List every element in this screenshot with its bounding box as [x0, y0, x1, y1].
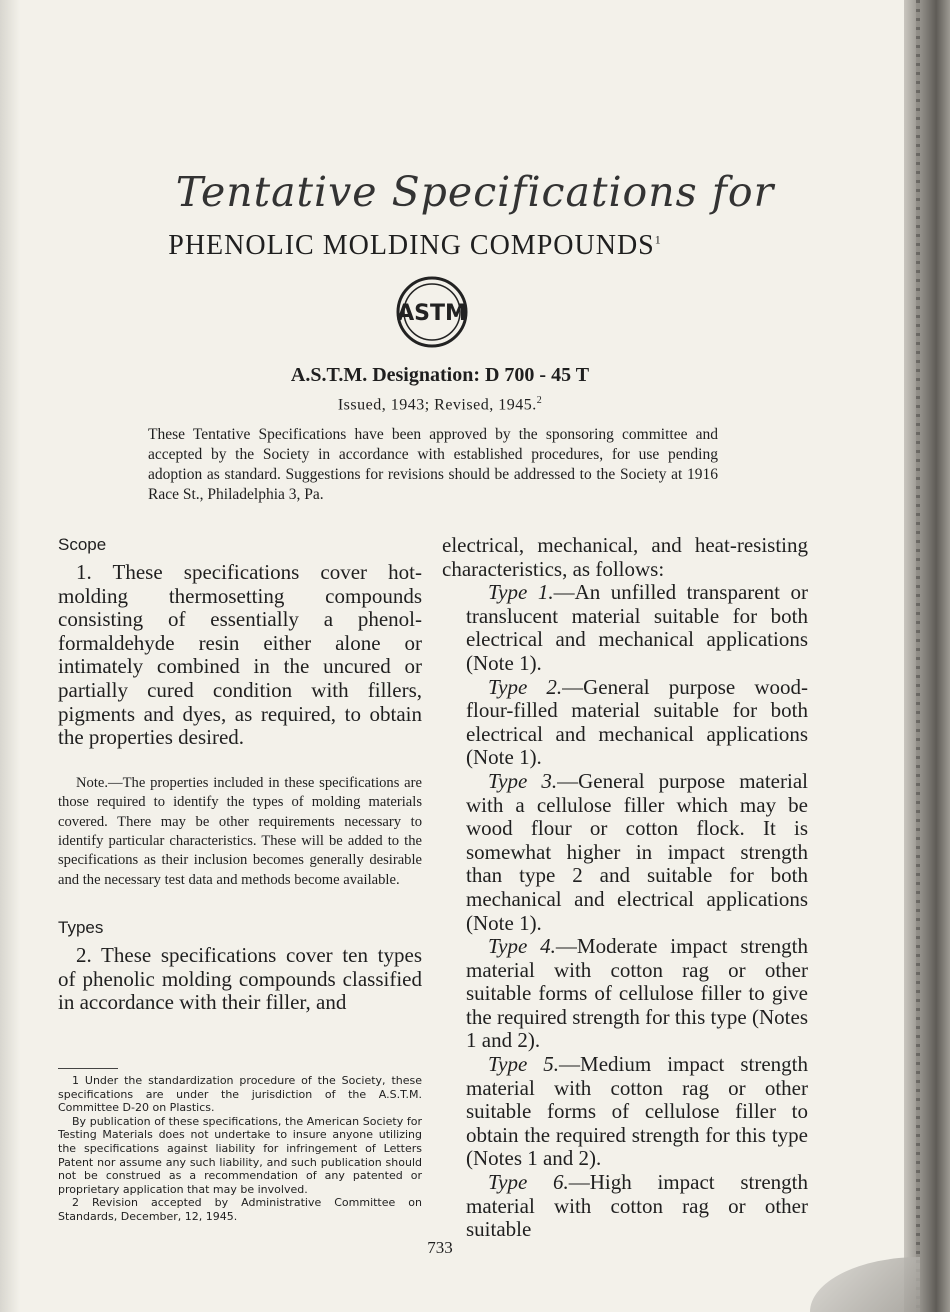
designation: A.S.T.M. Designation: D 700 - 45 T: [290, 364, 590, 386]
type-name: Type 2.: [488, 674, 563, 699]
intro-paragraph: These Tentative Specifications have been approved by the sponsoring committee and accepted by the Society in accordance with established procedures, for use pending adoption as standard. Suggestions for revisions should be addressed to the Society at 1916 Race St., Philadelphia 3, Pa.: [148, 426, 718, 503]
svg-text:ASTM: ASTM: [397, 301, 467, 326]
type-6-paragraph: [466, 1171, 808, 1242]
types-continuation: electrical, mechanical, and heat-resisting characteristics, as follows:: [442, 533, 808, 581]
type-1-paragraph: [466, 581, 808, 675]
scope-note: Note.—The properties included in these specifications are those required to identify the types of molding materials covered. There may be other requirements necessary to identify particular characteristics. These will be added to the specifications as their inclusion becomes generally desirable and the necessary test data and methods become available.: [58, 774, 422, 888]
type-5-paragraph: [466, 1053, 808, 1171]
left-column: [58, 535, 422, 1015]
astm-logo-icon: [396, 276, 468, 348]
footnote-1: 1 Under the standardization procedure of the Society, these specifications are under the jurisdiction of the A.S.T.M. Committee D-20 on Plastics.: [58, 1074, 422, 1115]
issued-line: [0, 395, 880, 414]
type-text: —High impact strength material with cotton rag or other suitable: [466, 1170, 808, 1242]
title-main-text: PHENOLIC MOLDING COMPOUNDS: [168, 230, 655, 261]
type-name: Type 5.: [488, 1052, 560, 1077]
type-name: Type 3.: [488, 768, 558, 793]
types-paragraph: 2. These specifications cover ten types of phenolic molding compounds classified in accordance with their filler, and: [58, 943, 422, 1015]
type-text: —General purpose wood-flour-filled material suitable for both electrical and mechanical applications (Note 1).: [466, 674, 808, 770]
page-title: [0, 230, 830, 262]
type-4-paragraph: [466, 935, 808, 1053]
type-text: —Medium impact strength material with cotton rag or other suitable forms of cellulose filler to obtain the required strength for this type (Notes 1 and 2).: [466, 1052, 809, 1171]
title-script: Tentative Specifications for: [175, 168, 775, 216]
issued-text: Issued, 1943; Revised, 1945.: [337, 396, 537, 414]
type-name: Type 1.: [488, 580, 554, 605]
issued-footnote-ref: 2: [536, 395, 543, 406]
type-name: Type 6.: [488, 1170, 569, 1195]
types-heading: Types: [58, 918, 104, 938]
scope-heading: Scope: [58, 535, 107, 554]
footnote-2: 2 Revision accepted by Administrative Committee on Standards, December, 12, 1945.: [58, 1196, 422, 1223]
type-text: —An unfilled transparent or translucent material suitable for both electrical and mechanical applications (Note 1).: [466, 580, 808, 675]
type-2-paragraph: [466, 676, 808, 770]
type-name: Type 4.: [488, 934, 556, 959]
type-text: —Moderate impact strength material with cotton rag or other suitable forms of cellulose filler to give the required strength for this type (Notes 1 and 2).: [466, 934, 808, 1053]
footnote-1-continued: By publication of these specifications, the American Society for Testing Materials does not undertake to insure anyone utilizing the specifications against liability for infringement of Letters Patent nor assume any such liability, and such publication should not be construed as a recommendation of any patented or proprietary application that may be involved.: [58, 1114, 422, 1196]
footnotes: [58, 1074, 422, 1224]
scope-paragraph: 1. These specifications cover hot-molding thermosetting compounds consisting of essentially a phenol-formaldehyde resin either alone or intimately combined in the uncured or partially cured condition with fillers, pigments and dyes, as required, to obtain the properties desired.: [58, 560, 422, 750]
type-text: —General purpose material with a cellulose filler which may be wood flour or cotton flock. It is somewhat higher in impact strength than type 2 and suitable for both mechanical and electrical applications (Note 1).: [466, 768, 808, 935]
footnote-rule: [58, 1068, 118, 1069]
right-column: [442, 534, 808, 1242]
type-3-paragraph: [466, 770, 808, 935]
title-footnote-ref: 1: [654, 232, 662, 247]
page-corner-curl: [810, 1257, 920, 1312]
page-number: 733: [427, 1238, 453, 1257]
